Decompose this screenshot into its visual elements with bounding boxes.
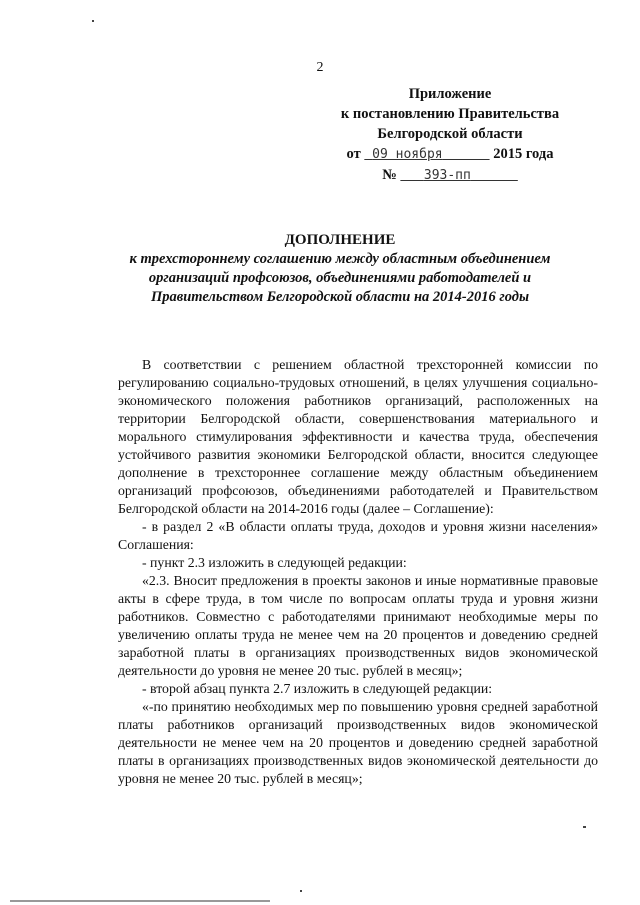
document-title: ДОПОЛНЕНИЕ <box>284 232 396 248</box>
page-number: 2 <box>316 60 324 75</box>
appendix-label: Приложение <box>408 86 492 102</box>
number-prefix: № <box>382 167 397 183</box>
appendix-block <box>300 84 600 186</box>
number-handwritten: 393-пп <box>423 168 471 183</box>
document-title-block <box>60 230 620 307</box>
appendix-region: Белгородской области <box>377 126 523 142</box>
scan-mark <box>583 826 586 828</box>
appendix-number <box>300 165 600 186</box>
body-paragraph: - пункт 2.3 изложить в следующей редакции: <box>142 555 407 570</box>
date-handwritten: 09 ноября <box>372 147 443 162</box>
scan-mark <box>92 20 94 22</box>
scan-edge-marks <box>10 900 270 902</box>
document-body <box>118 356 598 788</box>
body-paragraph: «-по принятию необходимых мер по повышению уровня средней заработной платы работников организаций производственных видов экономической деятельности не менее чем на 20 процентов и доведению средней заработной платы в организациях производственных видов экономической деятельности до уровня не менее 20 тыс. рублей в месяц»; <box>118 699 598 786</box>
document-subtitle-line-1: к трехстороннему соглашению между областным объединением <box>129 251 551 267</box>
document-subtitle-line-2: организаций профсоюзов, объединениями работодателей и <box>148 270 532 286</box>
body-paragraph: - в раздел 2 «В области оплаты труда, доходов и уровня жизни населения» Соглашения: <box>118 519 598 552</box>
appendix-resolution: к постановлению Правительства <box>340 106 560 122</box>
body-paragraph: «2.3. Вносит предложения в проекты законов и иные нормативные правовые акты в сфере труда, в том числе по вопросам оплаты труда и уровня жизни работников. Совместно с работодателями принимают необходимые меры по увеличению оплаты труда не менее чем на 20 процентов и доведению средней заработной платы в организациях производственных видов экономической деятельности до уровня не менее 20 тыс. рублей в месяц»; <box>118 573 598 678</box>
appendix-date <box>300 144 600 165</box>
body-paragraph: В соответствии с решением областной трехсторонней комиссии по регулированию социально-трудовых отношений, в целях улучшения социально-экономического положения работников организаций, расположенных на территории Белгородской области, совершенствования материального и морального стимулирования эффективности и качества труда, обеспечения устойчивого развития экономики Белгородской области, вносится следующее дополнение в трехстороннее соглашение между областным объединением организаций профсоюзов, объединениями работодателей и Правительством Белгородской области на 2014-2016 годы (далее – Соглашение): <box>118 357 598 516</box>
scan-mark <box>300 890 302 892</box>
document-subtitle-line-3: Правительством Белгородской области на 2014-2016 годы <box>150 289 530 305</box>
date-suffix: 2015 года <box>493 146 554 162</box>
body-paragraph: - второй абзац пункта 2.7 изложить в следующей редакции: <box>142 681 493 696</box>
date-prefix: от <box>346 146 361 162</box>
